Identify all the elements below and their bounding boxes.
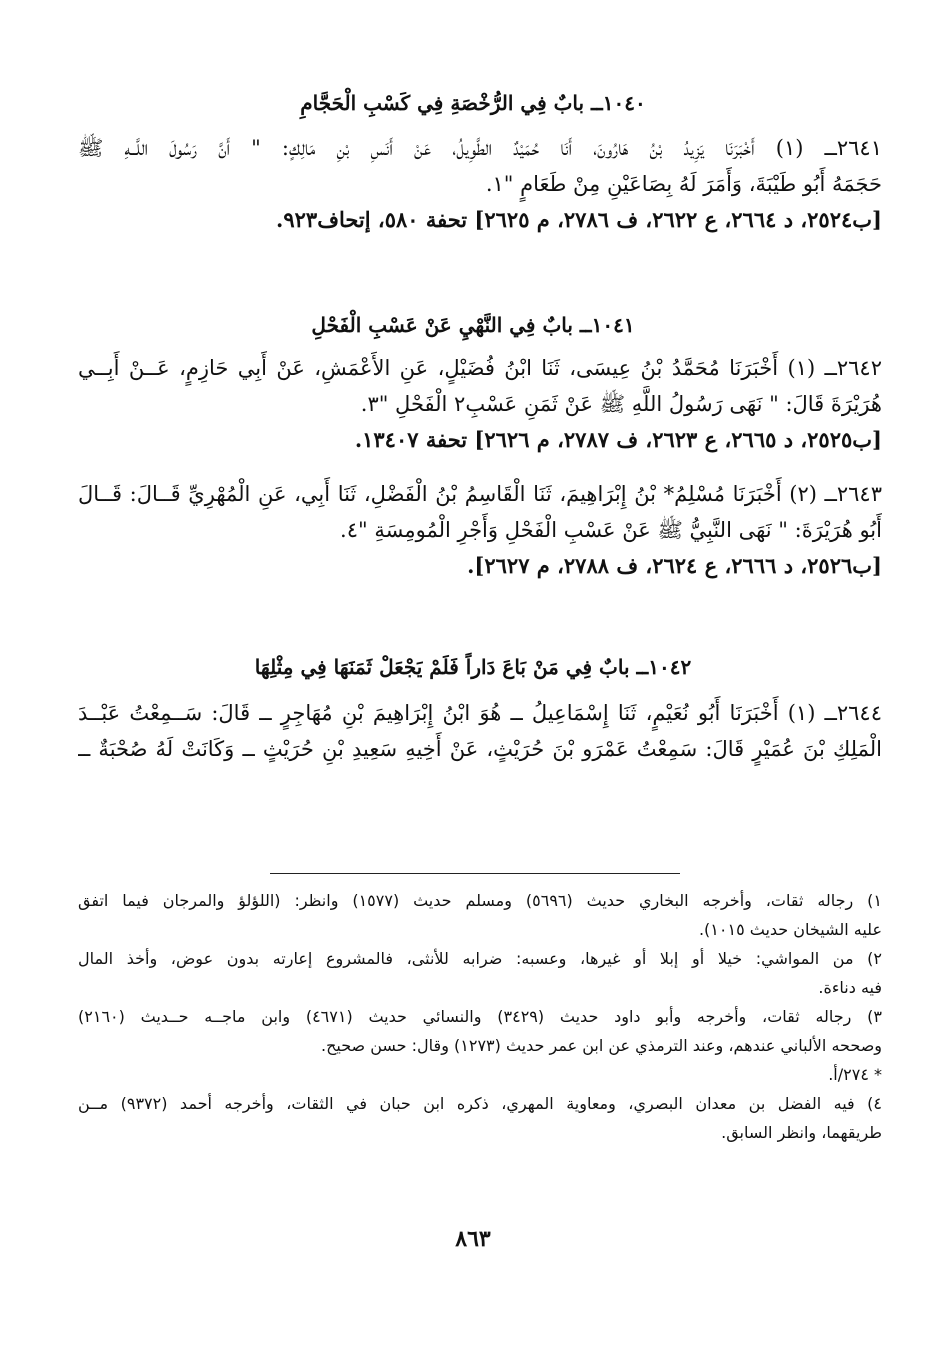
footnote-3-line: وصححه الألباني عندهم، وعند الترمذي عن ابن عمر حديث (١٢٧٣) وقال: حسن صحيح.	[320, 1036, 882, 1055]
footnote-divider	[270, 873, 680, 874]
reference-line: [ب٢٥٢٦، د ٢٦٦٦، ع ٢٦٢٤، ف ٢٧٨٨، م ٢٦٢٧].	[467, 553, 882, 578]
text-line: هُرَيْرَةَ قَالَ: " نَهَى رَسُولُ اللَّهِ ﷺ عَنْ ثَمَنِ عَسْبِ٢ الْفَحْلِ "٣.	[360, 392, 882, 416]
text-line: ٢٦٤٣ــ (٢) أَخْبَرَنَا مُسْلِمُ* بْنُ إِبْرَاهِيمَ، ثَنَا الْقَاسِمُ بْنُ الْفَضْلِ، ثَنَا أَبِي، عَنِ الْمُهْرِيِّ قَــالَ: قَــالَ	[78, 482, 882, 506]
text-line: الْمَلِكِ بْنَ عُمَيْرٍ قَالَ: سَمِعْتُ عَمْرَو بْنَ حُرَيْثٍ، عَنْ أَخِيهِ سَعِيدِ بْنِ حُرَيْثٍ ــ وَكَانَتْ لَهُ صُحْبَةٌ ــ	[78, 737, 882, 761]
footnote-2-line: فيه دناءة.	[818, 978, 882, 997]
page-number: ٨٦٣	[455, 1226, 491, 1252]
footnote-1-line: عليه الشيخان حديث ١٠١٥).	[698, 920, 882, 939]
hadith-2642	[78, 350, 882, 458]
text-line: ٢٦٤١ــ (١) أَخْبَرَنَا يَزِيدُ بْنُ هَارُونَ، أَنَا حُمَيْدٌ الطَّوِيلُ، عَنْ أَنَسِ بْنِ مَالِكٍ: " أَنَّ رَسُولَ اللَّــهِ ﷺ	[78, 136, 882, 160]
footnote-4-line: طريقهما، وانظر السابق.	[721, 1123, 882, 1142]
text-line: ٢٦٤٤ــ (١) أَخْبَرَنَا أَبُو نُعَيْمٍ، ثَنَا إِسْمَاعِيلُ ــ هُوَ ابْنُ إِبْرَاهِيمَ بْنِ مُهَاجِرٍ ــ قَالَ: سَــمِعْتُ عَبْــدَ	[78, 701, 882, 725]
text-line: أَبُو هُرَيْرَةَ: " نَهَى النَّبِيُّ ﷺ عَنْ عَسْبِ الْفَحْلِ وَأَجْرِ الْمُومِسَةِ "٤.	[340, 518, 882, 542]
hadith-2641	[78, 130, 882, 238]
reference-line: [ب٢٥٢٤، د ٢٦٦٤، ع ٢٦٢٢، ف ٢٧٨٦، م ٢٦٢٥] تحفة ٥٨٠، إتحاف٩٢٣.	[276, 207, 882, 232]
text-line: حَجَمَهُ أَبُو طَيْبَةَ، وَأَمَرَ لَهُ بِصَاعَيْنِ مِنْ طَعَامٍ "١.	[485, 172, 882, 196]
footnote-2-line: ٢) من المواشي: خيلا أو إبلا أو غيرها، وعسبه: ضرابه للأنثى، فالمشروع إعارته بدون عوض، وأخذ المال	[78, 949, 882, 968]
text-line: ٢٦٤٢ــ (١) أَخْبَرَنَا مُحَمَّدُ بْنُ عِيسَى، ثَنَا ابْنُ فُضَيْلٍ، عَنِ الأَعْمَشِ، عَنْ أَبِي حَازِمٍ، عَــنْ أَبِــي	[78, 356, 882, 380]
section-heading-1042: ١٠٤٢ــ بابٌ فِي مَنْ بَاعَ دَاراً فَلَمْ يَجْعَلْ ثَمَنَهَا فِي مِثْلِهَا	[254, 655, 692, 679]
footnote-3-line: ٣) رجاله ثقات، وأخرجه وأبو داود حديث (٣٤٢٩) والنسائي حديث (٤٦٧١) وابن ماجــه حــديث (٢١٦٠)	[78, 1007, 882, 1026]
footnotes	[78, 886, 882, 1147]
footnote-1-line: ١) رجاله ثقات، وأخرجه البخاري حديث (٥٦٩٦) ومسلم حديث (١٥٧٧) وانظر: (اللؤلؤ والمرجان فيما اتفق	[78, 891, 882, 910]
section-heading-1040: ١٠٤٠ــ بابٌ فِي الرُّخْصَةِ فِي كَسْبِ الْحَجَّامِ	[300, 91, 646, 115]
hadith-2644	[78, 695, 882, 767]
footnote-4-line: ٤) فيه الفضل بن معدان البصري، ومعاوية المهري، ذكره ابن حبان في الثقات، وأخرجه أحمد (٩٣٧٢) مــن	[78, 1094, 882, 1113]
hadith-2643	[78, 476, 882, 584]
section-heading-1041: ١٠٤١ــ بابٌ فِي النَّهْيِ عَنْ عَسْبِ الْفَحْلِ	[311, 313, 635, 337]
footnote-star-line: * ٢٧٤/أ.	[828, 1065, 882, 1084]
reference-line: [ب٢٥٢٥، د ٢٦٦٥، ع ٢٦٢٣، ف ٢٧٨٧، م ٢٦٢٦] تحفة ١٣٤٠٧.	[354, 427, 882, 452]
